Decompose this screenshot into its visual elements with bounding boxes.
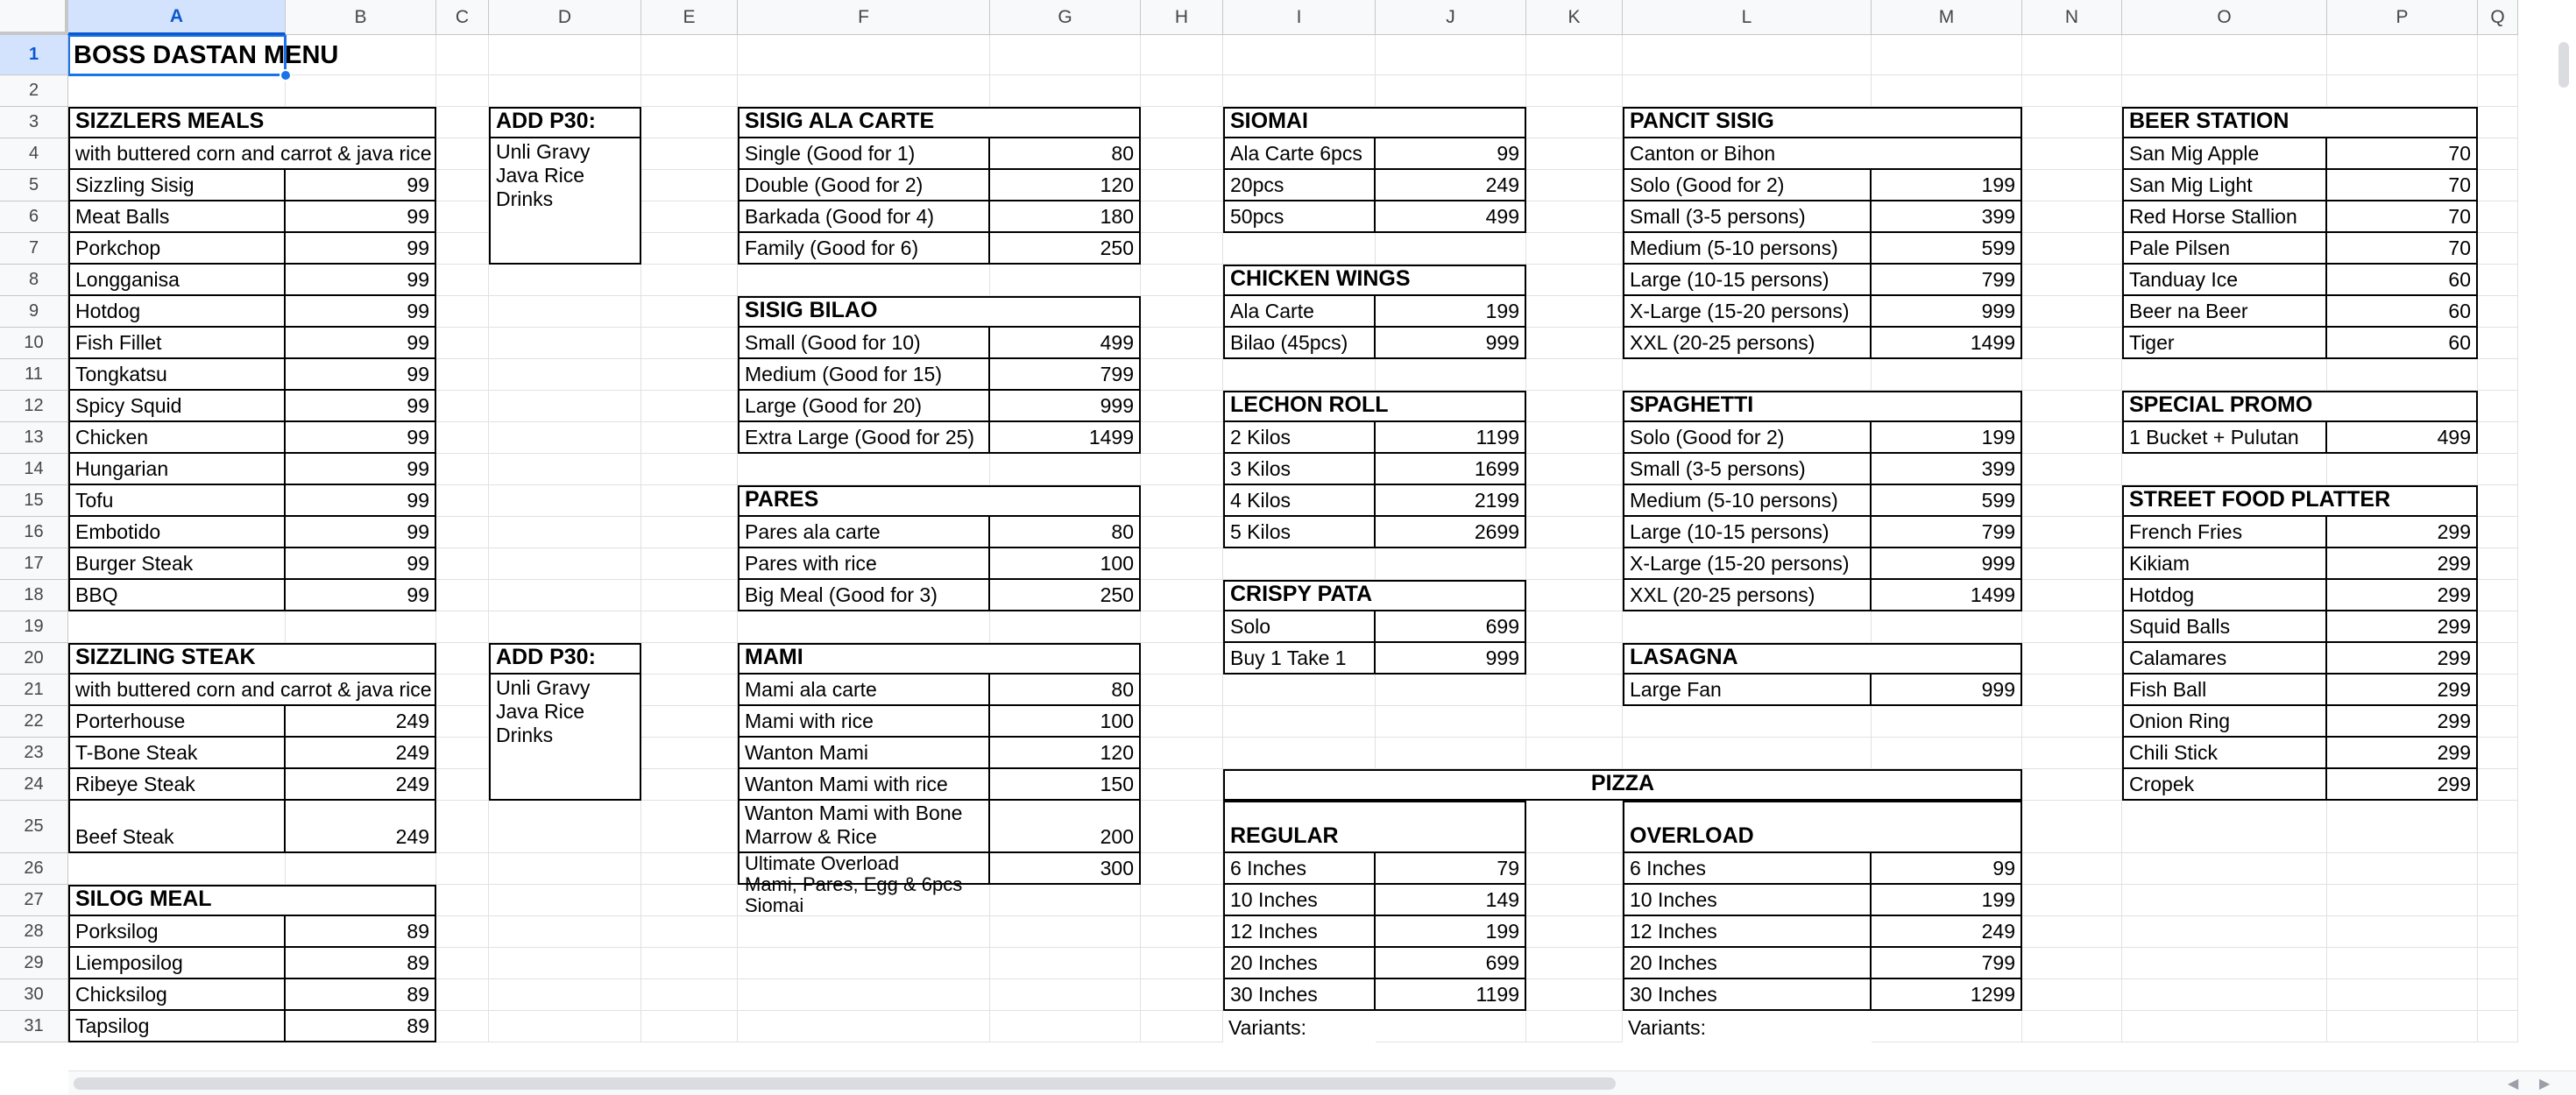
cell-l29[interactable]: 20 Inches (1623, 948, 1872, 979)
cell-o8[interactable]: Tanduay Ice (2122, 265, 2327, 296)
column-header-c[interactable]: C (436, 0, 489, 35)
cell-a1[interactable]: BOSS DASTAN MENU (74, 40, 339, 69)
column-header-g[interactable]: G (990, 0, 1141, 35)
row-header-5[interactable]: 5 (0, 170, 68, 201)
cell-i29[interactable]: 20 Inches (1223, 948, 1376, 979)
cell-m28[interactable]: 249 (1872, 916, 2022, 948)
cell-i26[interactable]: 6 Inches (1223, 853, 1376, 885)
cell-j30[interactable]: 1199 (1376, 979, 1526, 1011)
column-header-o[interactable]: O (2122, 0, 2327, 35)
cell-p19[interactable]: 299 (2327, 611, 2478, 643)
cell-p24[interactable]: 299 (2327, 769, 2478, 801)
cell-a11[interactable]: Tongkatsu (68, 359, 286, 391)
cell-p23[interactable]: 299 (2327, 738, 2478, 769)
row-header-30[interactable]: 30 (0, 979, 68, 1011)
cell-m15[interactable]: 599 (1872, 485, 2022, 517)
cell-m21[interactable]: 999 (1872, 675, 2022, 706)
cell-f15[interactable]: PARES (738, 485, 1141, 517)
cell-o7[interactable]: Pale Pilsen (2122, 233, 2327, 265)
cell-i4[interactable]: Ala Carte 6pcs (1223, 138, 1376, 170)
row-header-1[interactable]: 1 (0, 35, 68, 75)
cell-o12[interactable]: SPECIAL PROMO (2122, 391, 2478, 422)
cell-a31[interactable]: Tapsilog (68, 1011, 286, 1042)
column-header-e[interactable]: E (641, 0, 738, 35)
cell-p4[interactable]: 70 (2327, 138, 2478, 170)
cell-j5[interactable]: 249 (1376, 170, 1526, 201)
cell-g23[interactable]: 120 (990, 738, 1141, 769)
cell-b6[interactable]: 99 (286, 201, 436, 233)
cell-f10[interactable]: Small (Good for 10) (738, 328, 990, 359)
cell-b9[interactable]: 99 (286, 296, 436, 328)
cell-i14[interactable]: 3 Kilos (1223, 454, 1376, 485)
row-header-19[interactable]: 19 (0, 611, 68, 643)
column-header-j[interactable]: J (1376, 0, 1526, 35)
cell-a28[interactable]: Porksilog (68, 916, 286, 948)
cell-o10[interactable]: Tiger (2122, 328, 2327, 359)
row-header-25[interactable]: 25 (0, 801, 68, 853)
row-header-28[interactable]: 28 (0, 916, 68, 948)
cell-g16[interactable]: 80 (990, 517, 1141, 548)
cell-i16[interactable]: 5 Kilos (1223, 517, 1376, 548)
column-header-a[interactable]: A (68, 0, 286, 35)
cell-m7[interactable]: 599 (1872, 233, 2022, 265)
row-header-15[interactable]: 15 (0, 485, 68, 517)
cell-o23[interactable]: Chili Stick (2122, 738, 2327, 769)
row-header-11[interactable]: 11 (0, 359, 68, 391)
cell-i13[interactable]: 2 Kilos (1223, 422, 1376, 454)
cell-l25[interactable]: OVERLOAD (1623, 801, 2022, 853)
cell-m18[interactable]: 1499 (1872, 580, 2022, 611)
vertical-scroll-thumb[interactable] (2558, 42, 2569, 88)
cell-a12[interactable]: Spicy Squid (68, 391, 286, 422)
column-header-d[interactable]: D (489, 0, 641, 35)
cell-j14[interactable]: 1699 (1376, 454, 1526, 485)
column-header-m[interactable]: M (1872, 0, 2022, 35)
cell-b5[interactable]: 99 (286, 170, 436, 201)
cell-f9[interactable]: SISIG BILAO (738, 296, 1141, 328)
cell-p16[interactable]: 299 (2327, 517, 2478, 548)
cell-o16[interactable]: French Fries (2122, 517, 2327, 548)
cell-g25[interactable]: 200 (990, 801, 1141, 853)
row-header-23[interactable]: 23 (0, 738, 68, 769)
row-header-8[interactable]: 8 (0, 265, 68, 296)
cell-j15[interactable]: 2199 (1376, 485, 1526, 517)
cell-g24[interactable]: 150 (990, 769, 1141, 801)
cell-l13[interactable]: Solo (Good for 2) (1623, 422, 1872, 454)
row-header-29[interactable]: 29 (0, 948, 68, 979)
cell-f5[interactable]: Double (Good for 2) (738, 170, 990, 201)
cell-b13[interactable]: 99 (286, 422, 436, 454)
row-header-14[interactable]: 14 (0, 454, 68, 485)
cell-m17[interactable]: 999 (1872, 548, 2022, 580)
cell-o3[interactable]: BEER STATION (2122, 107, 2478, 138)
cell-m13[interactable]: 199 (1872, 422, 2022, 454)
cell-p13[interactable]: 499 (2327, 422, 2478, 454)
cell-a15[interactable]: Tofu (68, 485, 286, 517)
cell-g17[interactable]: 100 (990, 548, 1141, 580)
cell-m29[interactable]: 799 (1872, 948, 2022, 979)
cell-l14[interactable]: Small (3-5 persons) (1623, 454, 1872, 485)
column-header-p[interactable]: P (2327, 0, 2478, 35)
cell-m6[interactable]: 399 (1872, 201, 2022, 233)
cell-o6[interactable]: Red Horse Stallion (2122, 201, 2327, 233)
cell-f22[interactable]: Mami with rice (738, 706, 990, 738)
cell-p6[interactable]: 70 (2327, 201, 2478, 233)
cell-o4[interactable]: San Mig Apple (2122, 138, 2327, 170)
row-header-18[interactable]: 18 (0, 580, 68, 611)
cell-i5[interactable]: 20pcs (1223, 170, 1376, 201)
column-header-l[interactable]: L (1623, 0, 1872, 35)
cell-a4[interactable]: with buttered corn and carrot & java rice (68, 138, 436, 170)
cell-b31[interactable]: 89 (286, 1011, 436, 1042)
column-header-q[interactable]: Q (2478, 0, 2518, 35)
cell-d20[interactable]: ADD P30: (489, 643, 641, 675)
cell-i31[interactable]: Variants: (1223, 1011, 1376, 1042)
cell-f7[interactable]: Family (Good for 6) (738, 233, 990, 265)
cell-g13[interactable]: 1499 (990, 422, 1141, 454)
cell-a8[interactable]: Longganisa (68, 265, 286, 296)
cell-f6[interactable]: Barkada (Good for 4) (738, 201, 990, 233)
row-header-12[interactable]: 12 (0, 391, 68, 422)
cell-j4[interactable]: 99 (1376, 138, 1526, 170)
cell-g22[interactable]: 100 (990, 706, 1141, 738)
cell-l26[interactable]: 6 Inches (1623, 853, 1872, 885)
cell-i6[interactable]: 50pcs (1223, 201, 1376, 233)
cell-a23[interactable]: T-Bone Steak (68, 738, 286, 769)
cell-j6[interactable]: 499 (1376, 201, 1526, 233)
cell-i10[interactable]: Bilao (45pcs) (1223, 328, 1376, 359)
cell-p18[interactable]: 299 (2327, 580, 2478, 611)
cell-m16[interactable]: 799 (1872, 517, 2022, 548)
cell-f13[interactable]: Extra Large (Good for 25) (738, 422, 990, 454)
cell-b22[interactable]: 249 (286, 706, 436, 738)
row-header-13[interactable]: 13 (0, 422, 68, 454)
cell-b25[interactable]: 249 (286, 801, 436, 853)
cell-j20[interactable]: 999 (1376, 643, 1526, 675)
row-header-21[interactable]: 21 (0, 675, 68, 706)
cell-j29[interactable]: 699 (1376, 948, 1526, 979)
row-header-24[interactable]: 24 (0, 769, 68, 801)
cell-a16[interactable]: Embotido (68, 517, 286, 548)
cell-g7[interactable]: 250 (990, 233, 1141, 265)
cell-a14[interactable]: Hungarian (68, 454, 286, 485)
cell-f3[interactable]: SISIG ALA CARTE (738, 107, 1141, 138)
cell-i12[interactable]: LECHON ROLL (1223, 391, 1526, 422)
cell-l12[interactable]: SPAGHETTI (1623, 391, 2022, 422)
cell-b11[interactable]: 99 (286, 359, 436, 391)
select-all-corner[interactable] (0, 0, 68, 35)
cell-a9[interactable]: Hotdog (68, 296, 286, 328)
row-header-31[interactable]: 31 (0, 1011, 68, 1042)
fill-handle[interactable] (280, 69, 292, 81)
cell-l9[interactable]: X-Large (15-20 persons) (1623, 296, 1872, 328)
cell-f12[interactable]: Large (Good for 20) (738, 391, 990, 422)
cell-a21[interactable]: with buttered corn and carrot & java rice (68, 675, 436, 706)
cell-f25[interactable]: Wanton Mami with Bone Marrow & Rice (738, 801, 990, 853)
cell-b14[interactable]: 99 (286, 454, 436, 485)
cell-a25[interactable]: Beef Steak (68, 801, 286, 853)
cell-o20[interactable]: Calamares (2122, 643, 2327, 675)
cell-o9[interactable]: Beer na Beer (2122, 296, 2327, 328)
cell-l15[interactable]: Medium (5-10 persons) (1623, 485, 1872, 517)
cell-i8[interactable]: CHICKEN WINGS (1223, 265, 1526, 296)
cell-b29[interactable]: 89 (286, 948, 436, 979)
column-header-n[interactable]: N (2022, 0, 2122, 35)
cell-a27[interactable]: SILOG MEAL (68, 885, 436, 916)
cell-j26[interactable]: 79 (1376, 853, 1526, 885)
cell-l21[interactable]: Large Fan (1623, 675, 1872, 706)
cell-l20[interactable]: LASAGNA (1623, 643, 2022, 675)
cell-d3[interactable]: ADD P30: (489, 107, 641, 138)
cell-o24[interactable]: Cropek (2122, 769, 2327, 801)
cell-a17[interactable]: Burger Steak (68, 548, 286, 580)
cell-p17[interactable]: 299 (2327, 548, 2478, 580)
cell-i30[interactable]: 30 Inches (1223, 979, 1376, 1011)
cell-a30[interactable]: Chicksilog (68, 979, 286, 1011)
cell-p8[interactable]: 60 (2327, 265, 2478, 296)
cell-l16[interactable]: Large (10-15 persons) (1623, 517, 1872, 548)
cell-m5[interactable]: 199 (1872, 170, 2022, 201)
cell-p21[interactable]: 299 (2327, 675, 2478, 706)
column-header-f[interactable]: F (738, 0, 990, 35)
cell-p7[interactable]: 70 (2327, 233, 2478, 265)
cell-o17[interactable]: Kikiam (2122, 548, 2327, 580)
column-header-h[interactable]: H (1141, 0, 1223, 35)
row-header-9[interactable]: 9 (0, 296, 68, 328)
cell-p5[interactable]: 70 (2327, 170, 2478, 201)
cell-f24[interactable]: Wanton Mami with rice (738, 769, 990, 801)
cell-m9[interactable]: 999 (1872, 296, 2022, 328)
cell-m26[interactable]: 99 (1872, 853, 2022, 885)
cell-g11[interactable]: 799 (990, 359, 1141, 391)
column-header-k[interactable]: K (1526, 0, 1623, 35)
cell-d4[interactable]: Unli Gravy Java Rice Drinks (489, 138, 641, 265)
cell-f17[interactable]: Pares with rice (738, 548, 990, 580)
cell-b7[interactable]: 99 (286, 233, 436, 265)
cell-g18[interactable]: 250 (990, 580, 1141, 611)
cell-l27[interactable]: 10 Inches (1623, 885, 1872, 916)
cell-j28[interactable]: 199 (1376, 916, 1526, 948)
cell-j27[interactable]: 149 (1376, 885, 1526, 916)
cell-i3[interactable]: SIOMAI (1223, 107, 1526, 138)
cell-l3[interactable]: PANCIT SISIG (1623, 107, 2022, 138)
cell-l30[interactable]: 30 Inches (1623, 979, 1872, 1011)
scroll-right-icon[interactable]: ▶ (2539, 1077, 2551, 1091)
cell-a22[interactable]: Porterhouse (68, 706, 286, 738)
cell-f21[interactable]: Mami ala carte (738, 675, 990, 706)
cell-f16[interactable]: Pares ala carte (738, 517, 990, 548)
cell-b18[interactable]: 99 (286, 580, 436, 611)
cell-l7[interactable]: Medium (5-10 persons) (1623, 233, 1872, 265)
cell-b10[interactable]: 99 (286, 328, 436, 359)
horizontal-scroll-thumb[interactable] (74, 1077, 1616, 1090)
cell-o21[interactable]: Fish Ball (2122, 675, 2327, 706)
row-header-26[interactable]: 26 (0, 853, 68, 885)
cell-l18[interactable]: XXL (20-25 persons) (1623, 580, 1872, 611)
cell-a13[interactable]: Chicken (68, 422, 286, 454)
cell-l10[interactable]: XXL (20-25 persons) (1623, 328, 1872, 359)
gridline (2517, 35, 2518, 1042)
cell-m10[interactable]: 1499 (1872, 328, 2022, 359)
row-header-10[interactable]: 10 (0, 328, 68, 359)
cell-o5[interactable]: San Mig Light (2122, 170, 2327, 201)
cell-o18[interactable]: Hotdog (2122, 580, 2327, 611)
cell-g4[interactable]: 80 (990, 138, 1141, 170)
cell-j19[interactable]: 699 (1376, 611, 1526, 643)
cell-b30[interactable]: 89 (286, 979, 436, 1011)
row-header-22[interactable]: 22 (0, 706, 68, 738)
cell-l8[interactable]: Large (10-15 persons) (1623, 265, 1872, 296)
cell-l31[interactable]: Variants: (1623, 1011, 1872, 1042)
cell-b24[interactable]: 249 (286, 769, 436, 801)
cell-i9[interactable]: Ala Carte (1223, 296, 1376, 328)
cell-i27[interactable]: 10 Inches (1223, 885, 1376, 916)
column-header-i[interactable]: I (1223, 0, 1376, 35)
cell-g6[interactable]: 180 (990, 201, 1141, 233)
cell-a24[interactable]: Ribeye Steak (68, 769, 286, 801)
cell-b28[interactable]: 89 (286, 916, 436, 948)
cell-a3[interactable]: SIZZLERS MEALS (68, 107, 436, 138)
row-header-6[interactable]: 6 (0, 201, 68, 233)
cell-m30[interactable]: 1299 (1872, 979, 2022, 1011)
cell-m27[interactable]: 199 (1872, 885, 2022, 916)
cell-b23[interactable]: 249 (286, 738, 436, 769)
cell-f23[interactable]: Wanton Mami (738, 738, 990, 769)
cell-g12[interactable]: 999 (990, 391, 1141, 422)
cell-p22[interactable]: 299 (2327, 706, 2478, 738)
cell-m8[interactable]: 799 (1872, 265, 2022, 296)
cell-i24[interactable]: PIZZA (1223, 769, 2022, 801)
cell-b12[interactable]: 99 (286, 391, 436, 422)
cell-i15[interactable]: 4 Kilos (1223, 485, 1376, 517)
vertical-scrollbar[interactable] (2551, 35, 2576, 1070)
cell-f11[interactable]: Medium (Good for 15) (738, 359, 990, 391)
cell-f20[interactable]: MAMI (738, 643, 1141, 675)
cell-l28[interactable]: 12 Inches (1623, 916, 1872, 948)
row-header-2[interactable]: 2 (0, 75, 68, 107)
cell-i19[interactable]: Solo (1223, 611, 1376, 643)
cell-m14[interactable]: 399 (1872, 454, 2022, 485)
cell-l5[interactable]: Solo (Good for 2) (1623, 170, 1872, 201)
cell-p10[interactable]: 60 (2327, 328, 2478, 359)
cell-a6[interactable]: Meat Balls (68, 201, 286, 233)
horizontal-scrollbar[interactable] (68, 1070, 2576, 1095)
cell-a29[interactable]: Liemposilog (68, 948, 286, 979)
cell-o19[interactable]: Squid Balls (2122, 611, 2327, 643)
row-header-20[interactable]: 20 (0, 643, 68, 675)
cell-d21[interactable]: Unli Gravy Java Rice Drinks (489, 675, 641, 801)
cell-i28[interactable]: 12 Inches (1223, 916, 1376, 948)
cell-a10[interactable]: Fish Fillet (68, 328, 286, 359)
cell-p9[interactable]: 60 (2327, 296, 2478, 328)
cell-a5[interactable]: Sizzling Sisig (68, 170, 286, 201)
row-header-16[interactable]: 16 (0, 517, 68, 548)
cell-p20[interactable]: 299 (2327, 643, 2478, 675)
column-header-b[interactable]: B (286, 0, 436, 35)
cell-o22[interactable]: Onion Ring (2122, 706, 2327, 738)
row-header-7[interactable]: 7 (0, 233, 68, 265)
cell-f26[interactable]: Ultimate Overload Mami, Pares, Egg & 6pcs Siomai (738, 853, 990, 885)
cell-l6[interactable]: Small (3-5 persons) (1623, 201, 1872, 233)
cell-i25[interactable]: REGULAR (1223, 801, 1526, 853)
cell-i20[interactable]: Buy 1 Take 1 (1223, 643, 1376, 675)
cell-a18[interactable]: BBQ (68, 580, 286, 611)
cell-i18[interactable]: CRISPY PATA (1223, 580, 1526, 611)
cell-a7[interactable]: Porkchop (68, 233, 286, 265)
cell-b16[interactable]: 99 (286, 517, 436, 548)
cell-g10[interactable]: 499 (990, 328, 1141, 359)
cell-j10[interactable]: 999 (1376, 328, 1526, 359)
row-header-4[interactable]: 4 (0, 138, 68, 170)
cell-j9[interactable]: 199 (1376, 296, 1526, 328)
cell-g26[interactable]: 300 (990, 853, 1141, 885)
row-header-3[interactable]: 3 (0, 107, 68, 138)
cell-j16[interactable]: 2699 (1376, 517, 1526, 548)
cell-b8[interactable]: 99 (286, 265, 436, 296)
cell-o15[interactable]: STREET FOOD PLATTER (2122, 485, 2478, 517)
cell-l4[interactable]: Canton or Bihon (1623, 138, 2022, 170)
cell-l17[interactable]: X-Large (15-20 persons) (1623, 548, 1872, 580)
cell-f18[interactable]: Big Meal (Good for 3) (738, 580, 990, 611)
cell-j13[interactable]: 1199 (1376, 422, 1526, 454)
cell-b15[interactable]: 99 (286, 485, 436, 517)
cell-g21[interactable]: 80 (990, 675, 1141, 706)
row-header-27[interactable]: 27 (0, 885, 68, 916)
row-header-17[interactable]: 17 (0, 548, 68, 580)
cell-f4[interactable]: Single (Good for 1) (738, 138, 990, 170)
cell-a20[interactable]: SIZZLING STEAK (68, 643, 436, 675)
cell-b17[interactable]: 99 (286, 548, 436, 580)
scroll-left-icon[interactable]: ◀ (2508, 1077, 2519, 1091)
cell-g5[interactable]: 120 (990, 170, 1141, 201)
cell-o13[interactable]: 1 Bucket + Pulutan (2122, 422, 2327, 454)
